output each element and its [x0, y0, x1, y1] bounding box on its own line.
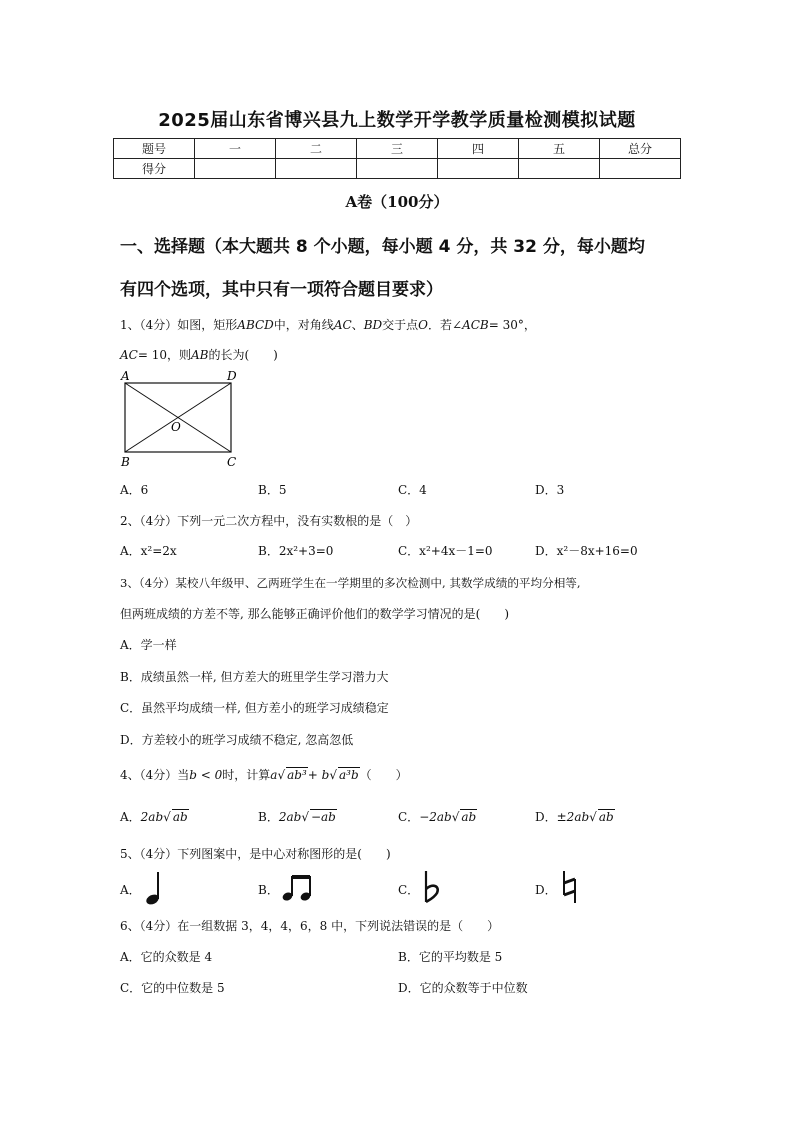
q1-text: 中，对角线 [273, 318, 334, 332]
flat-sign-icon [421, 869, 443, 905]
option-coef: 2ab [140, 810, 164, 824]
score-input-cell[interactable] [195, 159, 276, 179]
q1-option-c[interactable]: C．4 [398, 483, 427, 497]
q2-stem: 2、（4分）下列一元二次方程中，没有实数根的是（ ） [120, 514, 418, 528]
q4-option-c[interactable] [398, 808, 477, 825]
q4-option-b[interactable] [258, 808, 337, 825]
q4-text: （ ） [359, 768, 408, 782]
option-label: A． [120, 883, 141, 897]
q4-radicand: ab³ [287, 768, 307, 782]
score-table-cell: 三 [357, 139, 438, 159]
q6-option-b[interactable]: B．它的平均数是 5 [398, 950, 503, 964]
score-input-cell[interactable] [276, 159, 357, 179]
q1-math: AB [191, 348, 209, 362]
score-table-cell: 一 [195, 139, 276, 159]
option-radicand: ab [172, 810, 188, 824]
q4-stem [120, 766, 408, 783]
vertex-label-d: D [227, 369, 237, 383]
q3-option-c[interactable]: C．虽然平均成绩一样, 但方差小的班学习成绩稳定 [120, 701, 389, 715]
q2-option-b[interactable]: B．2x²+3=0 [258, 544, 334, 558]
q4-option-d[interactable] [535, 808, 615, 825]
exam-title: 2025届山东省博兴县九上数学开学教学质量检测模拟试题 [158, 110, 636, 131]
q4-option-a[interactable] [120, 808, 189, 825]
score-input-cell[interactable] [357, 159, 438, 179]
score-table [113, 138, 681, 179]
q4-text: 时，计算 [222, 768, 271, 782]
q1-text: 的长为( ) [208, 348, 278, 362]
q4-text: 4、（4分）当 [120, 768, 190, 782]
center-label-o: O [171, 420, 181, 434]
q6-option-a[interactable]: A．它的众数是 4 [120, 950, 213, 964]
q5-option-c[interactable] [398, 881, 419, 898]
q3-stem-line2: 但两班成绩的方差不等, 那么能够正确评价他们的数学学习情况的是( ) [120, 607, 509, 621]
q6-option-d[interactable]: D．它的众数等于中位数 [398, 981, 528, 995]
score-input-cell[interactable] [519, 159, 600, 179]
option-label: C． [398, 883, 420, 897]
q1-text: 交于点 [382, 318, 419, 332]
radical-sign-icon: √ [451, 810, 460, 824]
q1-rectangle-figure [115, 366, 245, 470]
option-label: B． [258, 810, 279, 824]
q3-option-b[interactable]: B．成绩虽然一样, 但方差大的班里学生学习潜力大 [120, 670, 389, 684]
q1-math: BD [363, 318, 383, 332]
vertex-label-c: C [227, 455, 237, 469]
q4-radicand: a³b [338, 768, 359, 782]
natural-sign-icon [560, 869, 580, 905]
q3-option-a[interactable]: A．学一样 [120, 638, 177, 652]
beamed-eighth-notes-icon [282, 872, 314, 902]
score-table-cell: 四 [438, 139, 519, 159]
option-label: C． [398, 810, 420, 824]
option-label: A． [120, 810, 141, 824]
quarter-note-icon [143, 870, 165, 906]
q5-option-d[interactable] [535, 881, 557, 898]
q5-option-b[interactable] [258, 881, 279, 898]
radical-sign-icon: √ [163, 810, 171, 824]
option-coef: ±2ab [556, 810, 590, 824]
section-heading-line1: 一、选择题（本大题共 8 个小题，每小题 4 分，共 32 分，每小题均 [120, 237, 645, 257]
q1-text: 、 [351, 318, 364, 332]
radical-sign-icon: √ [589, 810, 597, 824]
score-table-cell: 五 [519, 139, 600, 159]
option-label: D． [535, 883, 557, 897]
q5-option-a[interactable] [120, 881, 141, 898]
score-input-cell[interactable] [438, 159, 519, 179]
q1-math: AC [333, 318, 352, 332]
q2-option-d[interactable]: D．x²－8x+16=0 [535, 544, 638, 558]
score-table-cell: 总分 [600, 139, 681, 159]
score-table-cell: 题号 [114, 139, 195, 159]
radical-sign-icon: √ [329, 768, 337, 782]
score-table-cell: 二 [276, 139, 357, 159]
q1-math: O [418, 318, 428, 332]
q1-math: ACB [462, 318, 489, 332]
vertex-label-b: B [121, 455, 130, 469]
vertex-label-a: A [121, 369, 130, 383]
q1-text: = 10，则 [137, 348, 191, 362]
radical-sign-icon: √ [301, 810, 309, 824]
q1-math: ABCD [237, 318, 274, 332]
score-input-cell[interactable] [600, 159, 681, 179]
q1-stem-line2 [120, 346, 278, 363]
q2-option-c[interactable]: C．x²+4x－1=0 [398, 544, 493, 558]
section-heading-line2: 有四个选项，其中只有一项符合题目要求） [120, 280, 443, 300]
q3-stem-line1: 3、（4分）某校八年级甲、乙两班学生在一学期里的多次检测中, 其数学成绩的平均分相等, [120, 576, 581, 590]
q1-option-d[interactable]: D．3 [535, 483, 565, 497]
option-coef: −2ab [419, 810, 452, 824]
option-radicand: ab [598, 810, 614, 824]
q1-stem-line1 [120, 316, 536, 333]
volume-label: A卷（100分） [345, 193, 449, 211]
q4-math: + b [307, 768, 330, 782]
q2-option-a[interactable]: A．x²=2x [120, 544, 177, 558]
q4-condition: b < 0 [189, 768, 223, 782]
option-radicand: ab [461, 810, 477, 824]
q6-stem: 6、（4分）在一组数据 3，4，4，6，8 中，下列说法错误的是（ ） [120, 919, 500, 933]
score-table-score-row [114, 159, 681, 179]
option-coef: 2ab [278, 810, 302, 824]
q6-option-c[interactable]: C．它的中位数是 5 [120, 981, 225, 995]
q1-text: 1、（4分）如图，矩形 [120, 318, 238, 332]
score-table-row-label: 得分 [114, 159, 195, 179]
q1-math: AC [120, 348, 138, 362]
q1-text: = 30°， [488, 318, 536, 332]
q5-stem: 5、（4分）下列图案中，是中心对称图形的是( ) [120, 847, 391, 861]
radical-sign-icon: √ [277, 768, 286, 782]
q1-option-b[interactable]: B．5 [258, 483, 287, 497]
option-label: B． [258, 883, 279, 897]
option-label: D． [535, 810, 557, 824]
q4-math: a [270, 768, 278, 782]
q1-text: ．若∠ [428, 318, 463, 332]
score-table-header-row [114, 139, 681, 159]
q1-option-a[interactable]: A．6 [120, 483, 149, 497]
q3-option-d[interactable]: D．方差较小的班学习成绩不稳定, 忽高忽低 [120, 733, 354, 747]
option-radicand: −ab [310, 810, 336, 824]
